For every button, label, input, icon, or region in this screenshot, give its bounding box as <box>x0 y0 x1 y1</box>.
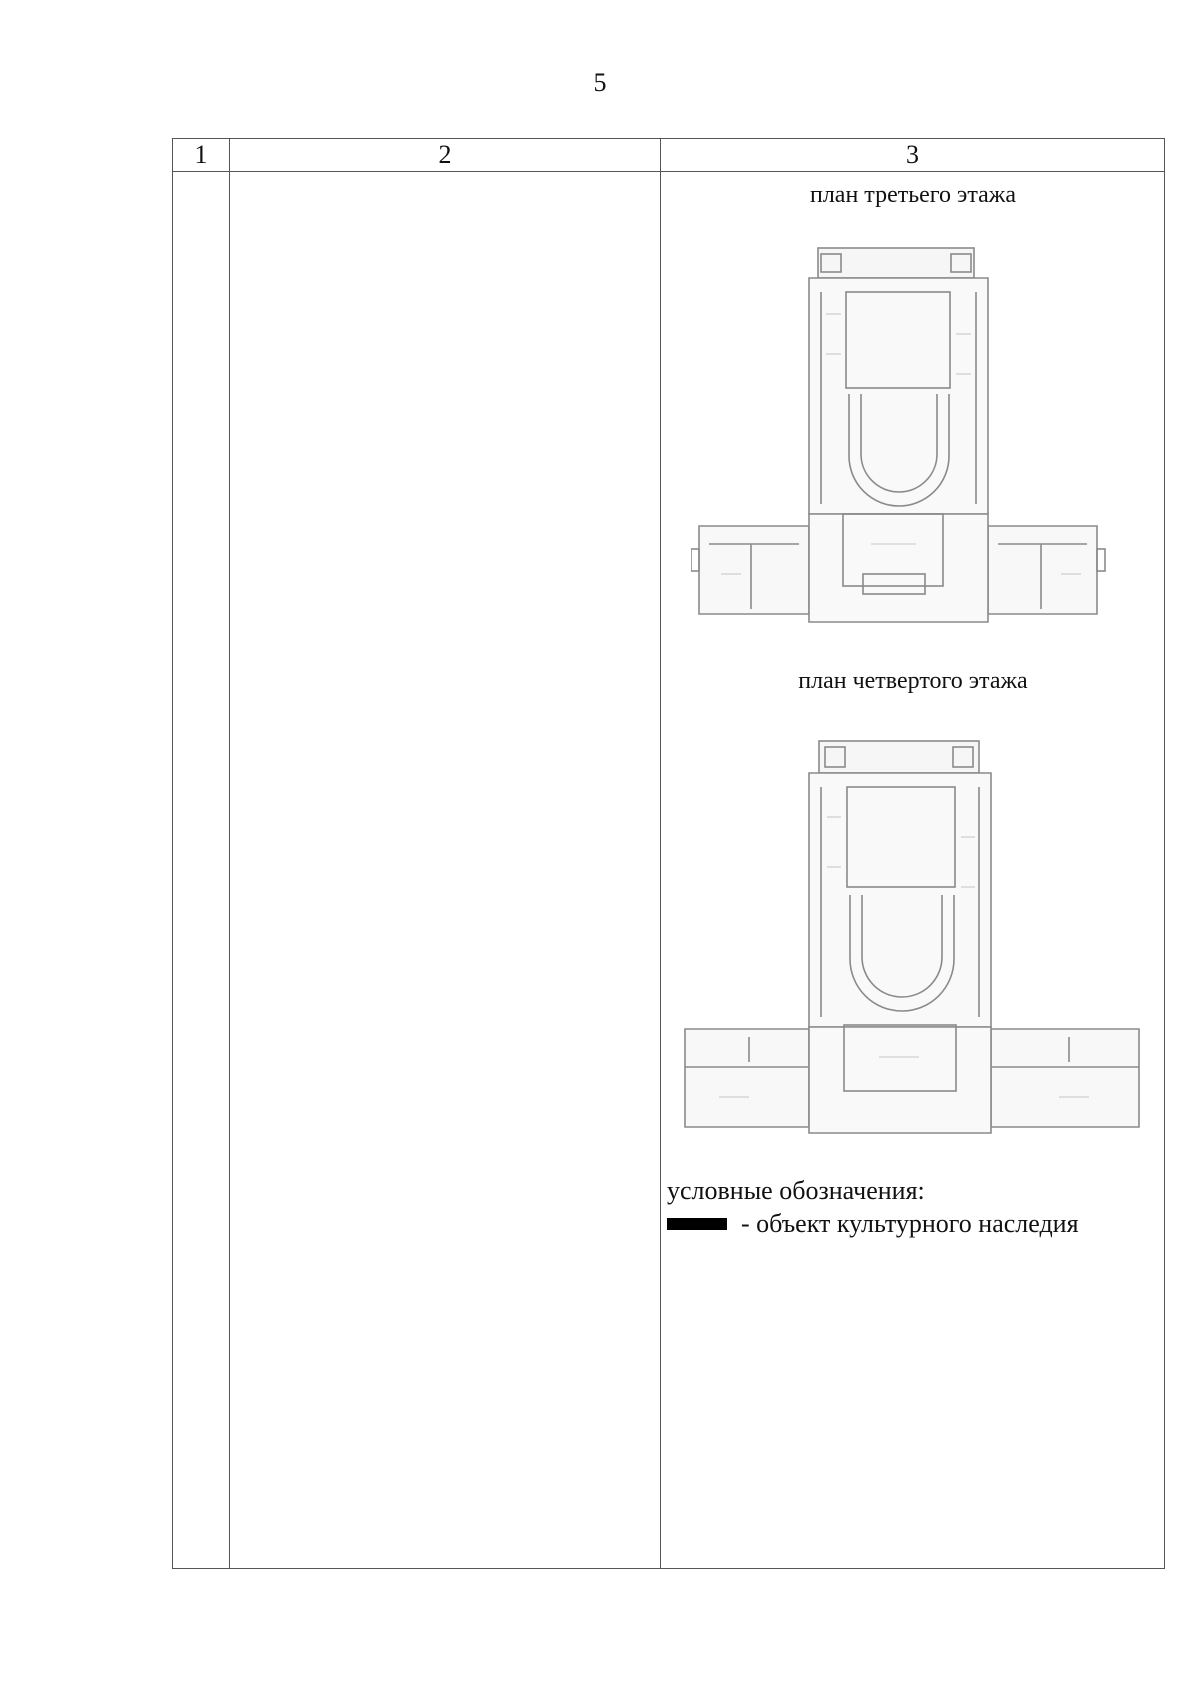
cell-col-3 <box>661 172 1165 1569</box>
page-number: 5 <box>593 68 607 97</box>
header-col-2: 2 <box>230 139 661 172</box>
legend-item <box>667 1209 1079 1239</box>
table-row <box>173 172 1165 1569</box>
plan-caption-third-floor: план третьего этажа <box>809 182 1017 208</box>
header-col-3: 3 <box>661 139 1165 172</box>
table-header-row <box>173 139 1165 172</box>
floor-plan-fourth-floor <box>679 737 1145 1137</box>
plan-caption-fourth-floor: план четвертого этажа <box>798 668 1028 694</box>
cell-col-1 <box>173 172 230 1569</box>
cell-col-2 <box>230 172 661 1569</box>
floor-plan-third-floor <box>691 244 1131 634</box>
document-table <box>172 138 1165 1569</box>
legend-swatch-cultural-heritage <box>667 1218 727 1230</box>
header-col-1: 1 <box>173 139 230 172</box>
legend-label: - объект культурного наследия <box>741 1209 1079 1238</box>
legend-title: условные обозначения: <box>667 1176 925 1205</box>
